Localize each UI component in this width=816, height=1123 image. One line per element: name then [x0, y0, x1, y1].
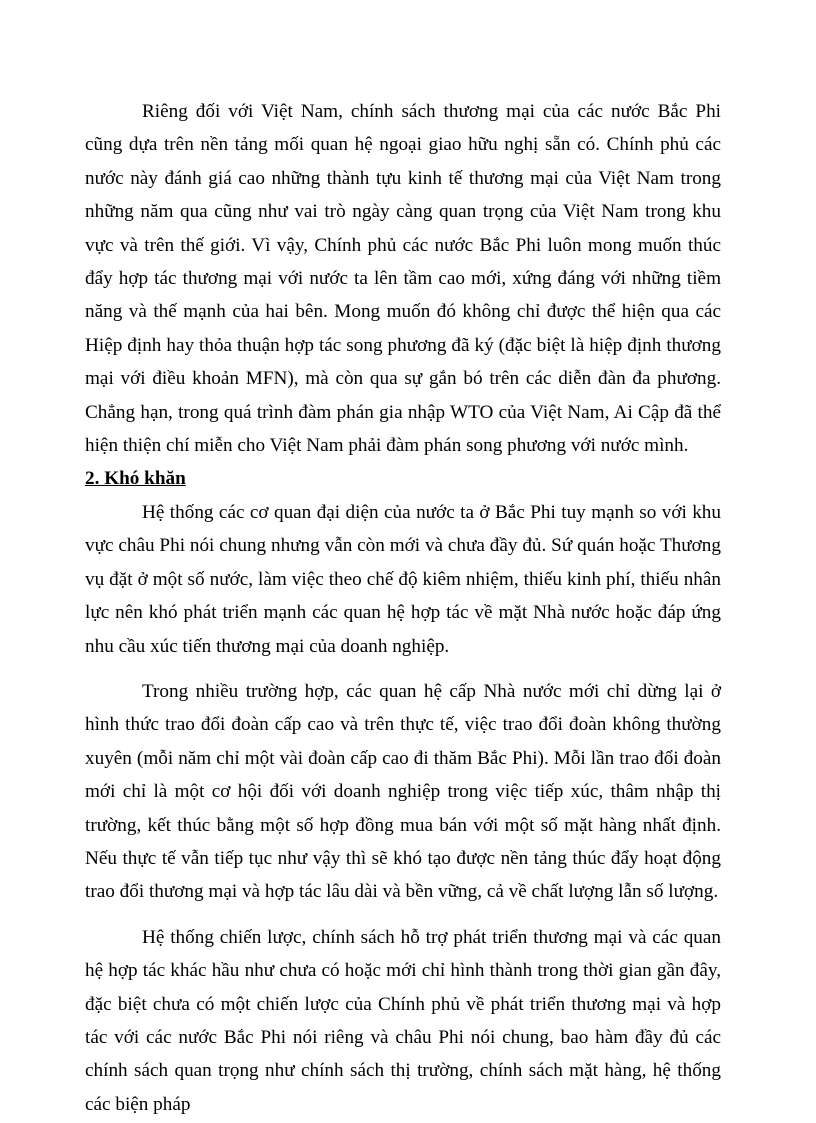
document-page: [85, 95, 721, 1121]
paragraph-representative-agencies: Hệ thống các cơ quan đại diện của nước ta ở Bắc Phi tuy mạnh so với khu vực châu Phi nói chung nhưng vẫn còn mới và chưa đầy đủ. Sứ quán hoặc Thương vụ đặt ở một số nước, làm việc theo chế độ kiêm nhiệm, thiếu kinh phí, thiếu nhân lực nên khó phát triển mạnh các quan hệ hợp tác về mặt Nhà nước hoặc đáp ứng nhu cầu xúc tiến thương mại của doanh nghiệp.: [85, 501, 721, 657]
paragraph-state-relations: Trong nhiều trường hợp, các quan hệ cấp Nhà nước mới chỉ dừng lại ở hình thức trao đổi đoàn cấp cao và trên thực tế, việc trao đổi đoàn không thường xuyên (mỗi năm chỉ một vài đoàn cấp cao đi thăm Bắc Phi). Mỗi lần trao đổi đoàn mới chỉ là một cơ hội đối với doanh nghiệp trong việc tiếp xúc, thâm nhập thị trường, kết thúc bằng một số hợp đồng mua bán với một số mặt hàng nhất định. Nếu thực tế vẫn tiếp tục như vậy thì sẽ khó tạo được nền tảng thúc đẩy hoạt động trao đổi thương mại và hợp tác lâu dài và bền vững, cả về chất lượng lẫn số lượng.: [85, 680, 721, 903]
section-heading-difficulties: 2. Khó khăn: [85, 468, 186, 490]
paragraph-vietnam-policy: Riêng đối với Việt Nam, chính sách thương mại của các nước Bắc Phi cũng dựa trên nền tảng mối quan hệ ngoại giao hữu nghị sẵn có. Chính phủ các nước này đánh giá cao những thành tựu kinh tế thương mại của Việt Nam trong những năm qua cũng như vai trò ngày càng quan trọng của Việt Nam trong khu vực và trên thế giới. Vì vậy, Chính phủ các nước Bắc Phi luôn mong muốn thúc đẩy hợp tác thương mại với nước ta lên tầm cao mới, xứng đáng với những tiềm năng và thế mạnh của hai bên. Mong muốn đó không chỉ được thể hiện qua các Hiệp định hay thỏa thuận hợp tác song phương đã ký (đặc biệt là hiệp định thương mại với điều khoản MFN), mà còn qua sự gắn bó trên các diễn đàn đa phương. Chẳng hạn, trong quá trình đàm phán gia nhập WTO của Việt Nam, Ai Cập đã thể hiện thiện chí miễn cho Việt Nam phải đàm phán song phương với nước mình.: [85, 101, 721, 457]
paragraph-strategy-system: Hệ thống chiến lược, chính sách hỗ trợ phát triển thương mại và các quan hệ hợp tác khác hầu như chưa có hoặc mới chỉ hình thành trong thời gian gần đây, đặc biệt chưa có một chiến lược của Chính phủ về phát triển thương mại và hợp tác với các nước Bắc Phi nói riêng và châu Phi nói chung, bao hàm đầy đủ các chính sách quan trọng như chính sách thị trường, chính sách mặt hàng, hệ thống các biện pháp: [85, 926, 721, 1115]
